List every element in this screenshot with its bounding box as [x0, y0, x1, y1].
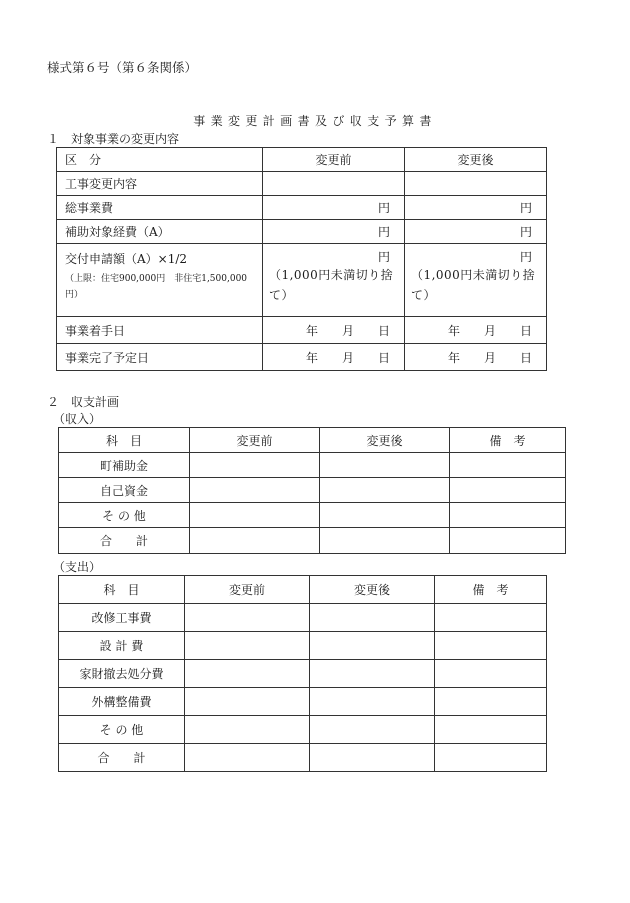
expenditure-cell[interactable] — [310, 688, 435, 716]
expenditure-cell[interactable] — [185, 604, 310, 632]
cell-work-change-after[interactable] — [405, 172, 547, 196]
grant-limit-note: （上限：住宅900,000円 非住宅1,500,000円） — [65, 274, 248, 300]
form-number: 様式第６号（第６条関係） — [47, 60, 198, 75]
income-row-label: そ の 他 — [59, 503, 190, 528]
row-label-start-date: 事業着手日 — [57, 317, 263, 344]
income-cell[interactable] — [320, 503, 450, 528]
month-unit: 月 — [483, 323, 496, 338]
month-unit: 月 — [341, 350, 354, 365]
income-cell[interactable] — [190, 528, 320, 554]
expenditure-header-after: 変更後 — [310, 576, 435, 604]
year-unit: 年 — [305, 350, 318, 365]
expenditure-row-label: そ の 他 — [59, 716, 185, 744]
cell-work-change-before[interactable] — [263, 172, 405, 196]
income-cell[interactable] — [450, 453, 566, 478]
row-label-completion-date: 事業完了予定日 — [57, 344, 263, 371]
month-unit: 月 — [341, 323, 354, 338]
section2-heading: ２ 収支計画 — [47, 395, 120, 409]
expenditure-table — [58, 575, 547, 772]
row-label-grant — [57, 244, 263, 317]
expenditure-header-before: 変更前 — [185, 576, 310, 604]
expenditure-cell[interactable] — [435, 688, 547, 716]
cell-total-cost-after[interactable]: 円 — [405, 196, 547, 220]
change-details-table — [56, 147, 547, 371]
year-unit: 年 — [447, 350, 460, 365]
expenditure-cell[interactable] — [310, 632, 435, 660]
income-cell[interactable] — [450, 478, 566, 503]
income-cell[interactable] — [450, 503, 566, 528]
expenditure-cell[interactable] — [310, 716, 435, 744]
income-header-after: 変更後 — [320, 428, 450, 453]
expenditure-label: （支出） — [53, 560, 102, 574]
income-row-label: 町補助金 — [59, 453, 190, 478]
rounding-note: （1,000円未満切り捨て） — [269, 268, 394, 302]
expenditure-header-subject: 科 目 — [59, 576, 185, 604]
income-row-label: 自己資金 — [59, 478, 190, 503]
grant-amount-label: 交付申請額（A）×1/2 — [65, 252, 188, 266]
day-unit: 日 — [519, 350, 532, 365]
income-header-remarks: 備 考 — [450, 428, 566, 453]
day-unit: 日 — [377, 323, 390, 338]
expenditure-cell[interactable] — [185, 744, 310, 772]
expenditure-cell[interactable] — [435, 660, 547, 688]
income-cell[interactable] — [320, 478, 450, 503]
expenditure-row-label: 改修工事費 — [59, 604, 185, 632]
header-category: 区 分 — [57, 148, 263, 172]
expenditure-cell[interactable] — [435, 632, 547, 660]
income-cell[interactable] — [320, 453, 450, 478]
yen-unit: 円 — [377, 250, 390, 264]
row-label-eligible-cost: 補助対象経費（A） — [57, 220, 263, 244]
expenditure-cell[interactable] — [310, 744, 435, 772]
cell-completion-before[interactable] — [263, 344, 405, 371]
expenditure-cell[interactable] — [310, 604, 435, 632]
income-cell[interactable] — [190, 503, 320, 528]
header-before: 変更前 — [263, 148, 405, 172]
expenditure-row-label: 家財撤去処分費 — [59, 660, 185, 688]
cell-grant-before[interactable] — [263, 244, 405, 317]
cell-grant-after[interactable] — [405, 244, 547, 317]
document-title: 事業変更計画書及び収支予算書 — [193, 114, 437, 128]
section1-heading: １ 対象事業の変更内容 — [47, 132, 180, 146]
income-header-before: 変更前 — [190, 428, 320, 453]
income-row-label: 合 計 — [59, 528, 190, 554]
income-header-subject: 科 目 — [59, 428, 190, 453]
income-cell[interactable] — [320, 528, 450, 554]
month-unit: 月 — [483, 350, 496, 365]
yen-unit: 円 — [519, 250, 532, 264]
cell-eligible-cost-after[interactable]: 円 — [405, 220, 547, 244]
income-cell[interactable] — [190, 478, 320, 503]
cell-total-cost-before[interactable]: 円 — [263, 196, 405, 220]
day-unit: 日 — [519, 323, 532, 338]
expenditure-row-label: 合 計 — [59, 744, 185, 772]
rounding-note: （1,000円未満切り捨て） — [411, 268, 536, 302]
income-label: （収入） — [53, 412, 102, 426]
expenditure-cell[interactable] — [435, 716, 547, 744]
expenditure-cell[interactable] — [435, 604, 547, 632]
income-table — [58, 427, 566, 554]
header-after: 変更後 — [405, 148, 547, 172]
expenditure-header-remarks: 備 考 — [435, 576, 547, 604]
row-label-total-cost: 総事業費 — [57, 196, 263, 220]
cell-completion-after[interactable] — [405, 344, 547, 371]
cell-start-before[interactable] — [263, 317, 405, 344]
cell-eligible-cost-before[interactable]: 円 — [263, 220, 405, 244]
expenditure-cell[interactable] — [185, 660, 310, 688]
cell-start-after[interactable] — [405, 317, 547, 344]
row-label-work-change: 工事変更内容 — [57, 172, 263, 196]
expenditure-cell[interactable] — [185, 688, 310, 716]
expenditure-row-label: 外構整備費 — [59, 688, 185, 716]
expenditure-cell[interactable] — [435, 744, 547, 772]
income-cell[interactable] — [450, 528, 566, 554]
expenditure-cell[interactable] — [185, 632, 310, 660]
income-cell[interactable] — [190, 453, 320, 478]
year-unit: 年 — [447, 323, 460, 338]
day-unit: 日 — [377, 350, 390, 365]
year-unit: 年 — [305, 323, 318, 338]
expenditure-cell[interactable] — [310, 660, 435, 688]
expenditure-row-label: 設 計 費 — [59, 632, 185, 660]
expenditure-cell[interactable] — [185, 716, 310, 744]
